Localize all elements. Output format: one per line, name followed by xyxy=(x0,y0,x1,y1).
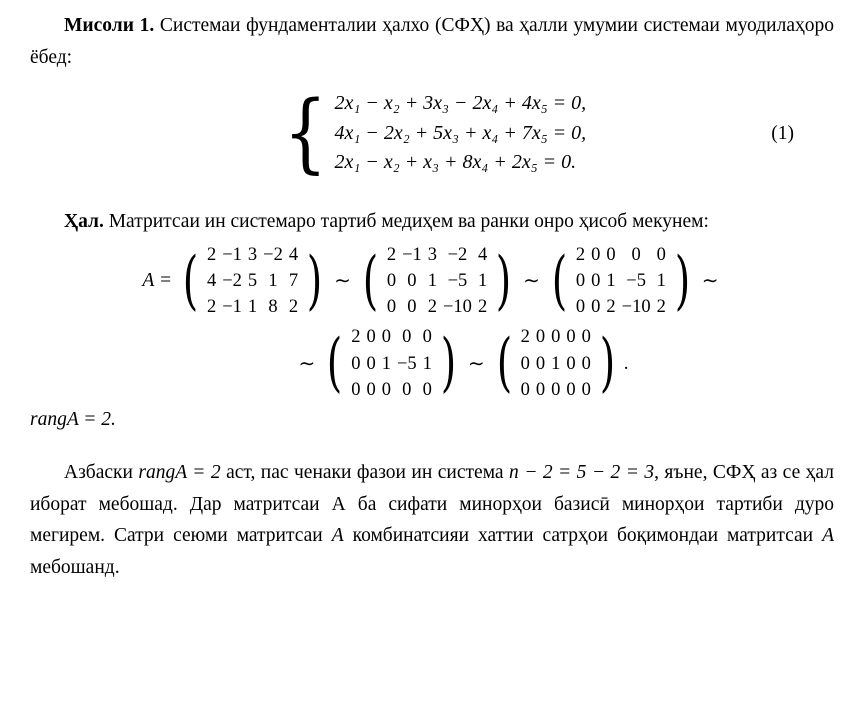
left-paren: ( xyxy=(326,326,343,401)
matrix-cell: 5 xyxy=(247,270,258,291)
tilde-symbol: ∼ xyxy=(701,270,719,293)
matrix-cell: 4 xyxy=(477,244,488,265)
matrix-trailing-period: . xyxy=(623,352,629,374)
matrix-cell: 1 xyxy=(422,353,432,374)
matrix-cell: 2 xyxy=(656,297,666,318)
matrix-cell: 3 xyxy=(427,244,437,265)
matrix-cell: 0 xyxy=(422,327,432,348)
matrix-symbol-a: A xyxy=(822,525,834,547)
matrix-cell: 0 xyxy=(566,379,576,400)
matrix-cell: 0 xyxy=(366,353,376,374)
matrix-cell: 0 xyxy=(402,379,412,400)
matrix-cell: 0 xyxy=(407,270,417,291)
matrix-cell: 0 xyxy=(381,327,391,348)
matrix-cell: 0 xyxy=(407,297,417,318)
right-paren: ) xyxy=(440,326,457,401)
spacer xyxy=(30,184,834,206)
example-paragraph xyxy=(30,10,834,73)
equation-line: 4x₁ − 2x₂ + 5x₃ + x₄ + 7x₅ = 0, xyxy=(334,121,587,144)
left-paren: ( xyxy=(551,243,568,318)
matrix-cell: 7 xyxy=(288,270,299,291)
matrix-step3 xyxy=(547,242,695,321)
matrix-cell: 2 xyxy=(427,297,437,318)
tilde-symbol: ∼ xyxy=(298,353,316,376)
system-of-equations xyxy=(30,82,834,183)
matrix-cell: 0 xyxy=(606,244,616,265)
matrix-cell: 0 xyxy=(366,327,376,348)
matrix-cell: 0 xyxy=(591,297,601,318)
tilde-symbol: ∼ xyxy=(334,270,351,293)
matrix-cell: 2 xyxy=(351,327,361,348)
matrix-cell: 0 xyxy=(386,270,397,291)
rank-inline: rangA = 2 xyxy=(138,462,221,484)
closing-text-4: комбинатсияи хаттии сатрҳои боқимондаи матритсаи xyxy=(343,525,823,547)
matrix-cell: 1 xyxy=(381,353,391,374)
matrix-cell: 1 xyxy=(247,297,258,318)
matrix-cell: −1 xyxy=(222,297,242,318)
matrix-cell: 0 xyxy=(351,379,361,400)
matrix-cell: 2 xyxy=(288,297,299,318)
solution-paragraph xyxy=(30,206,834,238)
matrix-step2 xyxy=(358,242,516,321)
closing-text-5: мебошанд. xyxy=(30,556,120,578)
dimension-inline: n − 2 = 5 − 2 = 3 xyxy=(509,462,655,484)
matrix-cell: 0 xyxy=(581,327,591,348)
matrix-cell: 1 xyxy=(606,270,616,291)
matrix-step3-grid xyxy=(572,242,670,321)
matrix-cell: −5 xyxy=(447,270,468,291)
matrix-cell: 0 xyxy=(535,327,546,348)
matrix-cell: −5 xyxy=(396,353,417,374)
matrix-cell: 0 xyxy=(656,244,666,265)
matrix-cell: 0 xyxy=(351,353,361,374)
closing-text-3: , яъне, СФҲ аз се ҳал иборат мебошад. Дар матритсаи А ба сифати минорҳои базисӣ минорҳои тартиби дуро мегирем. Сатри сеюми матритсаи xyxy=(30,462,834,547)
matrix-cell: −2 xyxy=(447,244,468,265)
matrix-cell: 0 xyxy=(535,353,546,374)
tilde-symbol: ∼ xyxy=(523,270,540,293)
system-brace-group xyxy=(278,82,587,183)
matrix-cell: 0 xyxy=(591,270,601,291)
rank-statement: rangA = 2. xyxy=(30,409,116,431)
matrix-cell: 2 xyxy=(520,327,530,348)
matrix-cell: 0 xyxy=(422,379,432,400)
matrix-cell: 1 xyxy=(551,353,561,374)
matrix-cell: 0 xyxy=(631,244,641,265)
matrix-step4-grid xyxy=(347,324,436,403)
matrix-cell: 0 xyxy=(591,244,601,265)
right-paren: ) xyxy=(599,326,616,401)
matrix-A-grid xyxy=(203,242,302,321)
matrix-cell: 0 xyxy=(366,379,376,400)
matrix-step2-grid xyxy=(383,242,491,321)
matrix-lead-label: A = xyxy=(142,269,173,291)
matrix-cell: 0 xyxy=(566,327,576,348)
equation-number: (1) xyxy=(771,122,794,144)
spacer xyxy=(30,431,834,457)
left-paren: ( xyxy=(182,243,199,318)
tilde-symbol: ∼ xyxy=(467,353,485,376)
matrix-cell: −10 xyxy=(621,297,651,318)
left-paren: ( xyxy=(496,326,512,401)
matrix-cell: 0 xyxy=(520,379,530,400)
matrix-cell: −2 xyxy=(263,244,283,265)
right-paren: ) xyxy=(306,243,323,318)
matrix-cell: −1 xyxy=(222,244,242,265)
matrix-cell: −5 xyxy=(626,270,646,291)
example-label: Мисоли 1. xyxy=(64,15,155,36)
matrix-cell: 0 xyxy=(551,379,561,400)
matrix-cell: 2 xyxy=(575,244,586,265)
solution-text: Матритсаи ин системаро тартиб медиҳем ва ранки онро ҳисоб мекунем: xyxy=(103,210,709,232)
matrix-symbol-a: A xyxy=(331,525,344,547)
matrix-cell: 0 xyxy=(535,379,546,400)
matrix-cell: 2 xyxy=(206,244,217,265)
matrix-cell: 3 xyxy=(247,244,258,265)
matrix-cell: 2 xyxy=(477,297,488,318)
matrix-cell: 0 xyxy=(581,379,591,400)
matrix-step5-grid xyxy=(517,324,595,403)
matrix-cell: 0 xyxy=(520,353,530,374)
left-brace: { xyxy=(283,82,328,183)
matrix-cell: 1 xyxy=(268,270,278,291)
left-paren: ( xyxy=(362,243,379,318)
matrix-cell: 2 xyxy=(606,297,616,318)
closing-text-2: аст, пас ченаки фазои ин система xyxy=(220,462,510,484)
closing-text-1: Азбаски xyxy=(64,462,139,484)
matrix-cell: −1 xyxy=(402,244,422,265)
matrix-cell: 0 xyxy=(566,353,576,374)
matrix-cell: 4 xyxy=(288,244,299,265)
matrix-row-first xyxy=(30,242,834,321)
equation-line: 2x₁ − x₂ + x₃ + 8x₄ + 2x₅ = 0. xyxy=(334,151,577,174)
matrix-cell: 2 xyxy=(206,297,217,318)
right-paren: ) xyxy=(495,243,512,318)
matrix-cell: 0 xyxy=(551,327,561,348)
solution-label: Ҳал. xyxy=(64,210,104,232)
matrix-cell: 1 xyxy=(656,270,666,291)
matrix-cell: 4 xyxy=(206,270,217,291)
closing-paragraph xyxy=(30,457,834,583)
matrix-cell: 0 xyxy=(581,353,591,374)
matrix-cell: 0 xyxy=(575,270,586,291)
system-equation-lines xyxy=(335,89,587,178)
matrix-cell: 0 xyxy=(402,327,412,348)
matrix-step5 xyxy=(492,324,620,403)
right-paren: ) xyxy=(674,243,691,318)
matrix-A xyxy=(178,242,327,321)
matrix-cell: 8 xyxy=(268,297,278,318)
equation-line: 2x₁ − x₂ + 3x₃ − 2x₄ + 4x₅ = 0, xyxy=(334,92,587,115)
matrix-cell: 1 xyxy=(427,270,437,291)
matrix-step4 xyxy=(322,324,461,403)
matrix-cell: 0 xyxy=(386,297,397,318)
matrix-cell: −2 xyxy=(222,270,242,291)
matrix-cell: 1 xyxy=(477,270,488,291)
matrix-row-second xyxy=(30,324,834,403)
matrix-cell: 2 xyxy=(386,244,397,265)
matrix-cell: 0 xyxy=(575,297,586,318)
example-text: Системаи фундаменталии ҳалхо (СФҲ) ва ҳалли умумии системаи муодилаҳоро ёбед: xyxy=(30,15,834,68)
matrix-cell: −10 xyxy=(443,297,472,318)
matrix-cell: 0 xyxy=(381,379,391,400)
